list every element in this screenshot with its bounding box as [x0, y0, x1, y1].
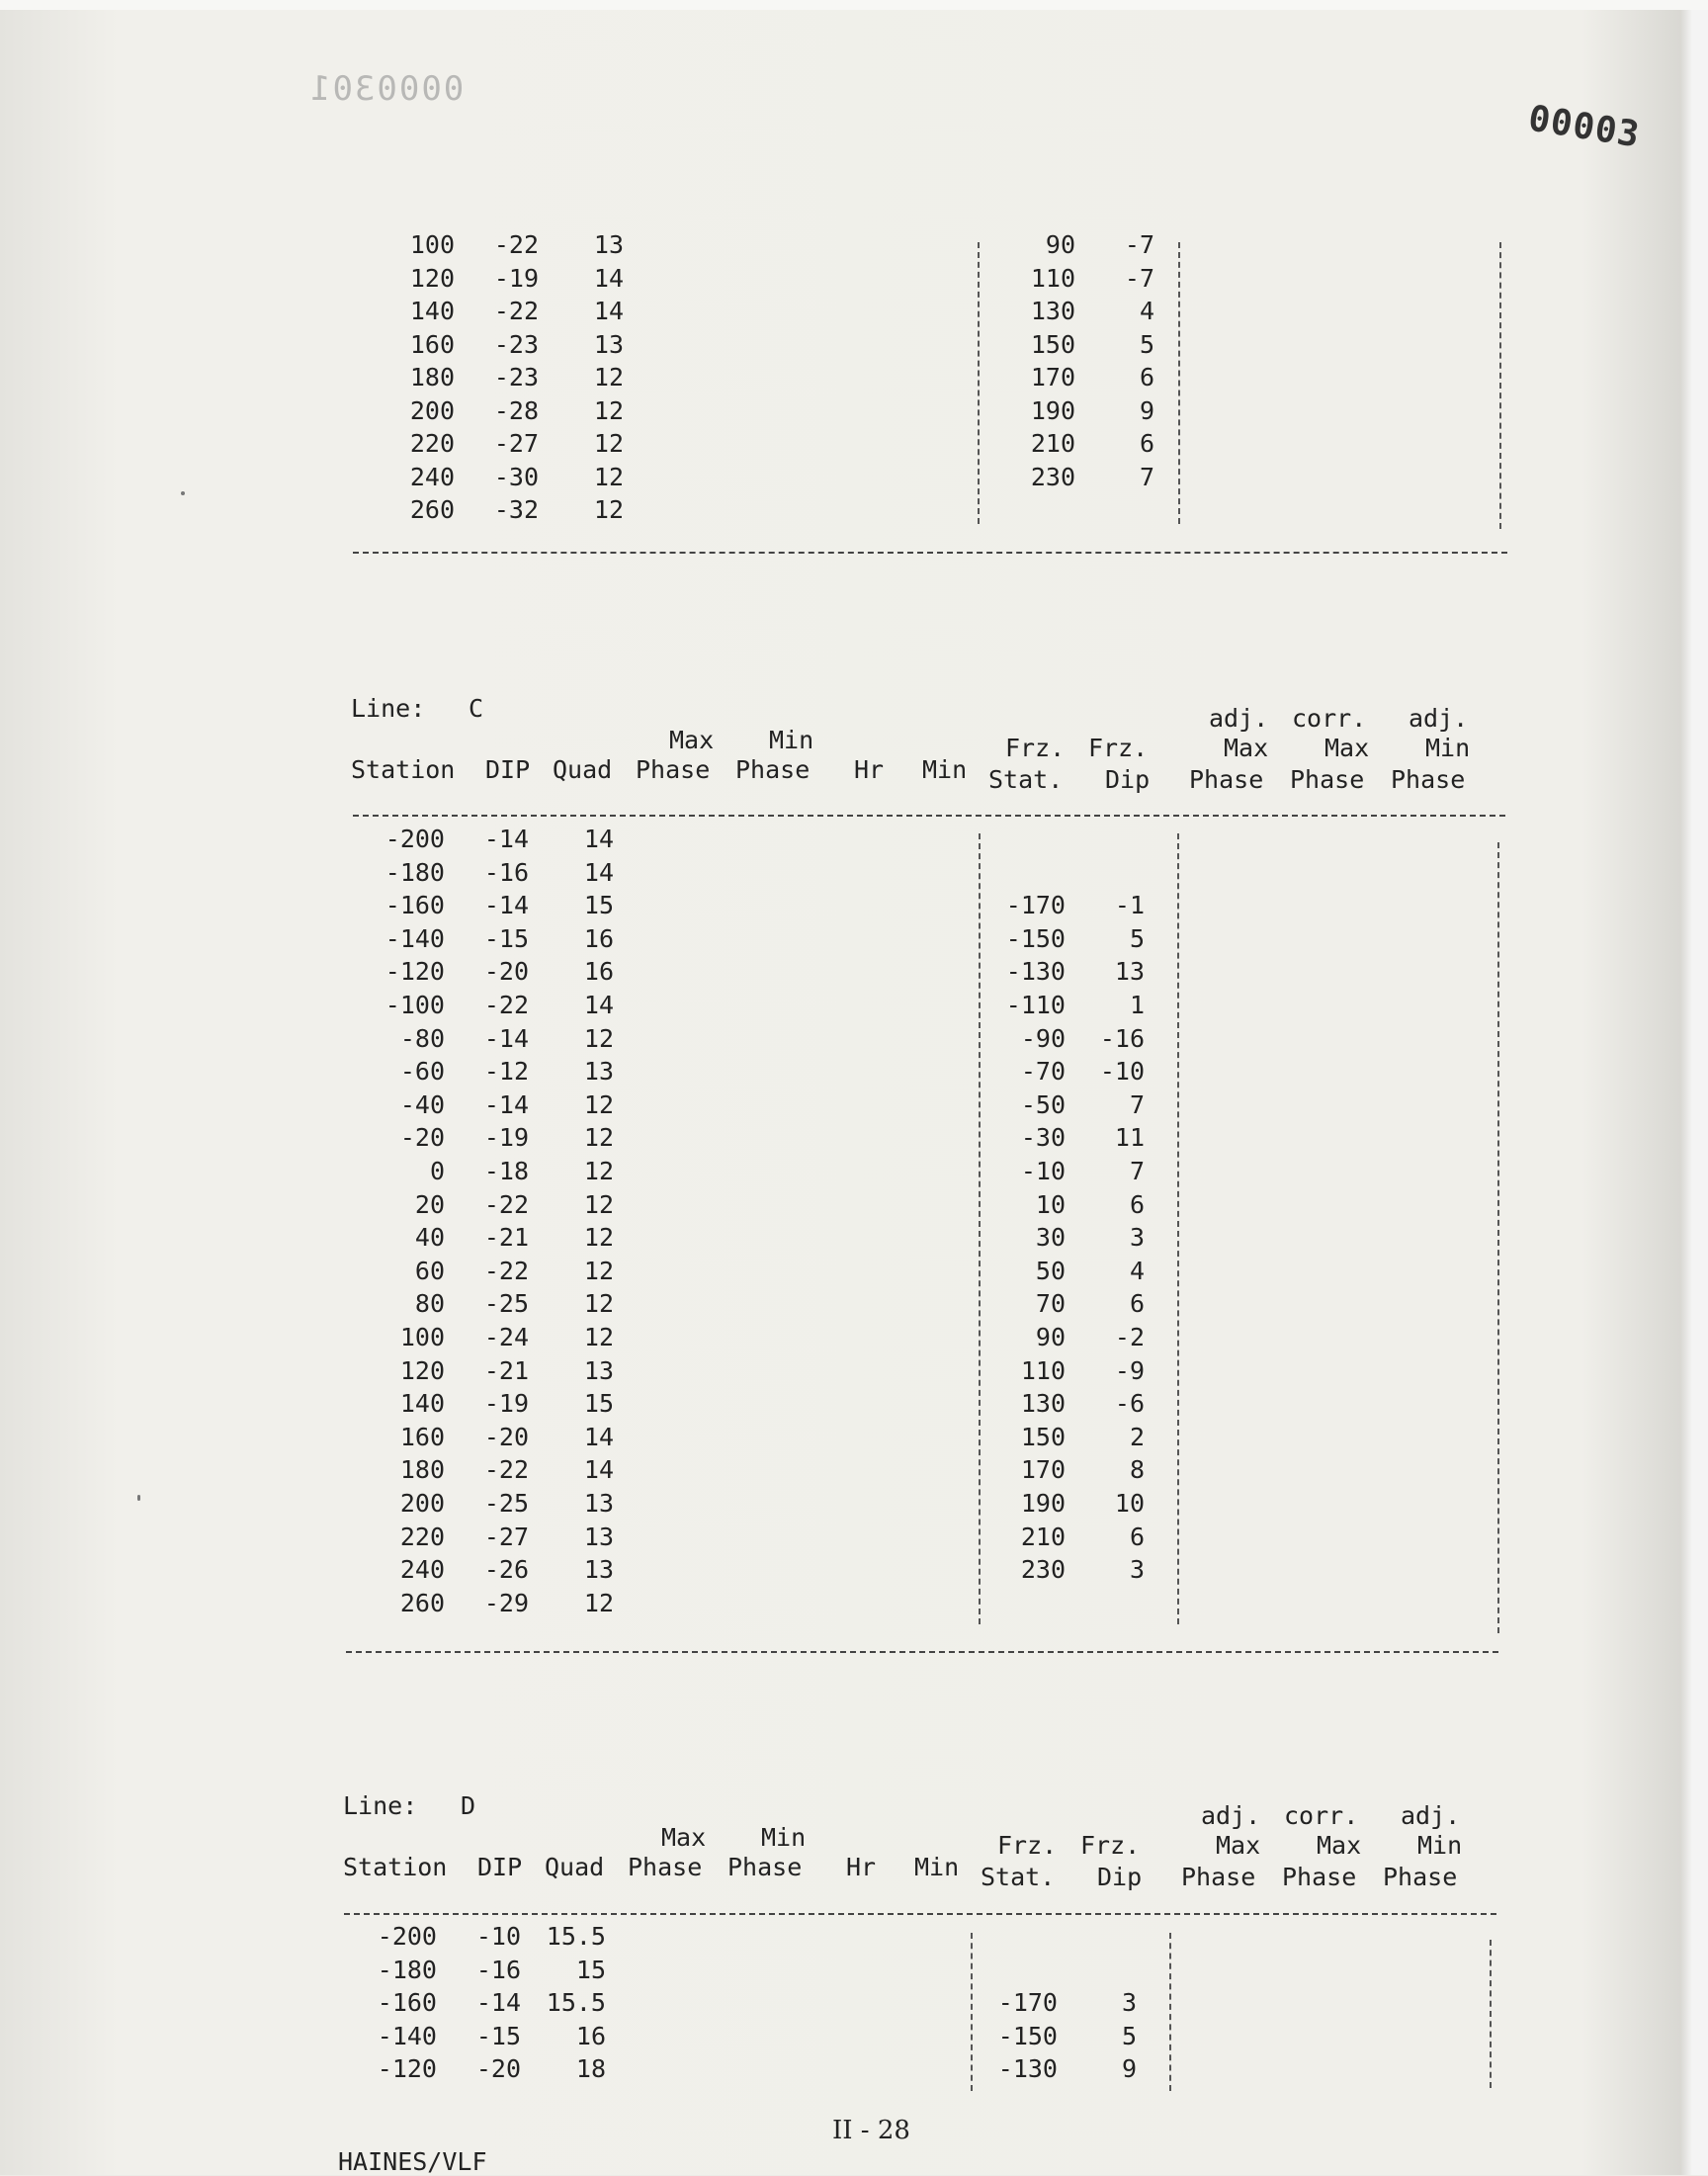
- document-name: HAINES/VLF: [338, 2147, 487, 2176]
- frz-dip-cell: 7: [1139, 462, 1154, 491]
- frz-station-cell: 50: [1035, 1256, 1066, 1285]
- min-header: Min: [914, 1853, 960, 1881]
- station-cell: 60: [414, 1256, 445, 1285]
- column-separator: [1178, 242, 1180, 524]
- column-separator: [1490, 1940, 1492, 2088]
- phase-header: Phase: [1383, 1863, 1458, 1891]
- stat-header: Stat.: [988, 765, 1064, 794]
- dip-cell: -22: [493, 297, 539, 325]
- max-label: Max: [661, 1823, 707, 1852]
- frz-station-cell: -170: [1005, 891, 1066, 920]
- dip-cell: -19: [483, 1389, 529, 1419]
- station-cell: 20: [414, 1189, 445, 1219]
- min-label: Min: [769, 726, 814, 754]
- frz-dip-cell: 10: [1114, 1489, 1145, 1518]
- dip-cell: -23: [493, 329, 539, 359]
- quad-cell: 13: [583, 1555, 614, 1585]
- frz-station-cell: -90: [1020, 1023, 1066, 1053]
- page-stamp-number: 00003: [1525, 98, 1643, 156]
- scan-speck: [181, 491, 185, 495]
- frz-label: Frz.: [1088, 734, 1149, 762]
- frz-station-cell: -50: [1020, 1089, 1066, 1119]
- station-cell: 140: [399, 1389, 445, 1419]
- max-label: Max: [1317, 1831, 1362, 1860]
- quad-cell: 15.5: [546, 1922, 606, 1951]
- frz-dip-cell: 6: [1129, 1189, 1145, 1219]
- dip-cell: -22: [483, 1256, 529, 1285]
- quad-cell: 13: [593, 230, 624, 259]
- frz-dip-cell: 5: [1139, 329, 1154, 359]
- frz-dip-cell: -16: [1099, 1023, 1145, 1053]
- frz-dip-cell: -6: [1114, 1389, 1145, 1419]
- quad-cell: 12: [593, 495, 624, 524]
- corr-label: corr.: [1284, 1801, 1359, 1830]
- station-cell: -160: [377, 1988, 437, 2017]
- column-separator: [978, 242, 980, 524]
- frz-station-cell: 170: [1020, 1455, 1066, 1485]
- phase-header: Phase: [727, 1853, 803, 1881]
- scan-edge: [0, 0, 1708, 10]
- quad-cell: 15: [583, 1389, 614, 1419]
- station-cell: 80: [414, 1289, 445, 1319]
- column-separator: [1499, 242, 1501, 529]
- station-cell: 260: [399, 1588, 445, 1617]
- column-separator: [979, 833, 981, 1624]
- frz-dip-cell: -2: [1114, 1323, 1145, 1351]
- station-cell: 140: [409, 297, 455, 325]
- min-label: Min: [1417, 1831, 1463, 1860]
- frz-dip-cell: 6: [1129, 1289, 1145, 1319]
- column-separator: [1497, 842, 1499, 1633]
- dashed-rule: [344, 1913, 1496, 1915]
- dashed-rule: [346, 1651, 1498, 1653]
- frz-dip-cell: -7: [1124, 230, 1154, 259]
- dip-cell: -22: [493, 230, 539, 259]
- dip-cell: -14: [483, 891, 529, 920]
- dip-cell: -22: [483, 1189, 529, 1219]
- station-cell: 180: [399, 1455, 445, 1485]
- quad-cell: 13: [583, 1522, 614, 1551]
- station-cell: -180: [384, 857, 445, 887]
- phase-header: Phase: [1391, 765, 1466, 794]
- station-cell: -160: [384, 891, 445, 920]
- quad-cell: 13: [583, 1355, 614, 1385]
- adj-label: adj.: [1201, 1801, 1261, 1830]
- quad-cell: 12: [593, 395, 624, 425]
- frz-dip-cell: 11: [1114, 1123, 1145, 1153]
- hr-header: Hr: [854, 755, 885, 784]
- frz-station-cell: -150: [997, 2021, 1058, 2050]
- line-label: Line:: [351, 694, 426, 723]
- dashed-rule: [353, 552, 1507, 554]
- station-cell: 120: [409, 263, 455, 293]
- station-cell: 260: [409, 495, 455, 524]
- frz-station-cell: -130: [1005, 957, 1066, 987]
- quad-cell: 14: [583, 1422, 614, 1451]
- dip-cell: -14: [483, 1023, 529, 1053]
- station-cell: -120: [377, 2054, 437, 2083]
- frz-dip-cell: 4: [1129, 1256, 1145, 1285]
- station-cell: 220: [399, 1522, 445, 1551]
- frz-dip-cell: 4: [1139, 297, 1154, 325]
- phase-header: Phase: [628, 1853, 703, 1881]
- quad-cell: 14: [583, 991, 614, 1019]
- quad-cell: 18: [575, 2054, 606, 2083]
- frz-station-cell: 130: [1030, 297, 1075, 325]
- dip-cell: -22: [483, 1455, 529, 1485]
- quad-cell: 12: [583, 1223, 614, 1253]
- dip-cell: -23: [493, 363, 539, 392]
- dip-cell: -22: [483, 991, 529, 1019]
- frz-station-cell: 190: [1020, 1489, 1066, 1518]
- frz-station-cell: 230: [1030, 462, 1075, 491]
- dashed-rule: [353, 815, 1505, 817]
- station-cell: 160: [409, 329, 455, 359]
- dip-cell: -16: [483, 857, 529, 887]
- station-cell: 220: [409, 429, 455, 458]
- quad-cell: 16: [583, 957, 614, 987]
- quad-cell: 12: [583, 1189, 614, 1219]
- quad-cell: 12: [583, 1157, 614, 1185]
- frz-dip-cell: 9: [1139, 395, 1154, 425]
- quad-header: Quad: [545, 1853, 605, 1881]
- dip-cell: -28: [493, 395, 539, 425]
- frz-dip-cell: -7: [1124, 263, 1154, 293]
- min-label: Min: [761, 1823, 807, 1852]
- station-cell: -140: [377, 2021, 437, 2050]
- mirrored-stamp: 0000301: [308, 69, 465, 109]
- frz-station-cell: 110: [1020, 1355, 1066, 1385]
- column-separator: [971, 1933, 973, 2091]
- frz-dip-cell: -9: [1114, 1355, 1145, 1385]
- station-cell: 120: [399, 1355, 445, 1385]
- dip-cell: -15: [475, 2021, 521, 2050]
- frz-station-cell: 230: [1020, 1555, 1066, 1585]
- frz-dip-cell: 9: [1121, 2054, 1137, 2083]
- frz-dip-cell: 6: [1139, 429, 1154, 458]
- quad-cell: 12: [593, 363, 624, 392]
- dip-cell: -25: [483, 1289, 529, 1319]
- scan-speck: [137, 1495, 140, 1501]
- frz-dip-cell: 6: [1129, 1522, 1145, 1551]
- frz-station-cell: -10: [1020, 1157, 1066, 1185]
- frz-dip-cell: 8: [1129, 1455, 1145, 1485]
- frz-dip-cell: 13: [1114, 957, 1145, 987]
- dip-cell: -21: [483, 1223, 529, 1253]
- frz-dip-cell: 5: [1121, 2021, 1137, 2050]
- phase-header: Phase: [1189, 765, 1264, 794]
- frz-dip-cell: 3: [1129, 1223, 1145, 1253]
- line-label: Line:: [343, 1791, 418, 1820]
- quad-cell: 14: [583, 825, 614, 853]
- adj-label: adj.: [1209, 704, 1269, 733]
- dip-cell: -19: [493, 263, 539, 293]
- quad-cell: 14: [593, 297, 624, 325]
- dip-cell: -21: [483, 1355, 529, 1385]
- dip-header: Dip: [1105, 765, 1151, 794]
- quad-cell: 12: [583, 1289, 614, 1319]
- dip-header: DIP: [477, 1853, 523, 1881]
- frz-station-cell: 130: [1020, 1389, 1066, 1419]
- station-cell: -180: [377, 1955, 437, 1984]
- stat-header: Stat.: [981, 1863, 1056, 1891]
- frz-dip-cell: 2: [1129, 1422, 1145, 1451]
- quad-cell: 12: [583, 1588, 614, 1617]
- adj-label: adj.: [1409, 704, 1469, 733]
- station-cell: -100: [384, 991, 445, 1019]
- frz-station-cell: -130: [997, 2054, 1058, 2083]
- hr-header: Hr: [846, 1853, 877, 1881]
- dip-header: Dip: [1097, 1863, 1143, 1891]
- phase-header: Phase: [1282, 1863, 1357, 1891]
- station-header: Station: [351, 755, 456, 784]
- quad-cell: 13: [583, 1057, 614, 1087]
- station-cell: -140: [384, 923, 445, 953]
- dip-cell: -16: [475, 1955, 521, 1984]
- dip-cell: -14: [483, 1089, 529, 1119]
- quad-cell: 15.5: [546, 1988, 606, 2017]
- station-cell: 240: [409, 462, 455, 491]
- dip-cell: -15: [483, 923, 529, 953]
- min-header: Min: [922, 755, 968, 784]
- dip-cell: -27: [483, 1522, 529, 1551]
- quad-cell: 12: [583, 1323, 614, 1351]
- phase-header: Phase: [1290, 765, 1365, 794]
- max-label: Max: [669, 726, 715, 754]
- dip-cell: -14: [483, 825, 529, 853]
- adj-label: adj.: [1401, 1801, 1461, 1830]
- frz-station-cell: 150: [1030, 329, 1075, 359]
- station-cell: -20: [399, 1123, 445, 1153]
- quad-cell: 16: [583, 923, 614, 953]
- quad-cell: 12: [583, 1089, 614, 1119]
- frz-dip-cell: 1: [1129, 991, 1145, 1019]
- dip-cell: -14: [475, 1988, 521, 2017]
- quad-cell: 12: [583, 1256, 614, 1285]
- dip-cell: -32: [493, 495, 539, 524]
- frz-label: Frz.: [1005, 734, 1066, 762]
- frz-station-cell: 190: [1030, 395, 1075, 425]
- station-cell: -40: [399, 1089, 445, 1119]
- quad-cell: 13: [583, 1489, 614, 1518]
- station-cell: -120: [384, 957, 445, 987]
- frz-label: Frz.: [997, 1831, 1058, 1860]
- frz-station-cell: 210: [1020, 1522, 1066, 1551]
- frz-station-cell: 70: [1035, 1289, 1066, 1319]
- max-label: Max: [1216, 1831, 1261, 1860]
- station-cell: 40: [414, 1223, 445, 1253]
- column-separator: [1169, 1933, 1171, 2091]
- frz-dip-cell: -1: [1114, 891, 1145, 920]
- dip-header: DIP: [485, 755, 531, 784]
- station-cell: -80: [399, 1023, 445, 1053]
- quad-cell: 12: [583, 1023, 614, 1053]
- quad-cell: 12: [583, 1123, 614, 1153]
- station-cell: 100: [409, 230, 455, 259]
- dip-cell: -27: [493, 429, 539, 458]
- frz-dip-cell: 3: [1121, 1988, 1137, 2017]
- quad-cell: 14: [583, 1455, 614, 1485]
- station-cell: -60: [399, 1057, 445, 1087]
- line-id: C: [469, 694, 484, 723]
- phase-header: Phase: [636, 755, 711, 784]
- frz-dip-cell: 3: [1129, 1555, 1145, 1585]
- frz-dip-cell: 7: [1129, 1157, 1145, 1185]
- max-label: Max: [1224, 734, 1269, 762]
- dip-cell: -20: [475, 2054, 521, 2083]
- quad-cell: 16: [575, 2021, 606, 2050]
- frz-station-cell: -70: [1020, 1057, 1066, 1087]
- station-header: Station: [343, 1853, 448, 1881]
- quad-cell: 12: [593, 462, 624, 491]
- station-cell: 100: [399, 1323, 445, 1351]
- quad-cell: 12: [593, 429, 624, 458]
- dip-cell: -12: [483, 1057, 529, 1087]
- frz-station-cell: 10: [1035, 1189, 1066, 1219]
- phase-header: Phase: [735, 755, 811, 784]
- frz-dip-cell: 6: [1139, 363, 1154, 392]
- dip-cell: -29: [483, 1588, 529, 1617]
- station-cell: 200: [399, 1489, 445, 1518]
- frz-station-cell: -30: [1020, 1123, 1066, 1153]
- dip-cell: -18: [483, 1157, 529, 1185]
- station-cell: -200: [384, 825, 445, 853]
- frz-station-cell: -110: [1005, 991, 1066, 1019]
- dip-cell: -19: [483, 1123, 529, 1153]
- line-id: D: [461, 1791, 476, 1820]
- station-cell: -200: [377, 1922, 437, 1951]
- frz-station-cell: -170: [997, 1988, 1058, 2017]
- frz-station-cell: 170: [1030, 363, 1075, 392]
- station-cell: 240: [399, 1555, 445, 1585]
- dip-cell: -20: [483, 1422, 529, 1451]
- dip-cell: -30: [493, 462, 539, 491]
- station-cell: 0: [429, 1157, 445, 1185]
- corr-label: corr.: [1292, 704, 1367, 733]
- frz-dip-cell: 7: [1129, 1089, 1145, 1119]
- dip-cell: -20: [483, 957, 529, 987]
- quad-cell: 14: [583, 857, 614, 887]
- frz-station-cell: 150: [1020, 1422, 1066, 1451]
- dip-cell: -25: [483, 1489, 529, 1518]
- frz-station-cell: 210: [1030, 429, 1075, 458]
- dip-cell: -24: [483, 1323, 529, 1351]
- frz-dip-cell: 5: [1129, 923, 1145, 953]
- station-cell: 200: [409, 395, 455, 425]
- station-cell: 180: [409, 363, 455, 392]
- quad-cell: 13: [593, 329, 624, 359]
- phase-header: Phase: [1181, 1863, 1256, 1891]
- frz-station-cell: 90: [1045, 230, 1075, 259]
- min-label: Min: [1425, 734, 1471, 762]
- frz-station-cell: 110: [1030, 263, 1075, 293]
- frz-label: Frz.: [1080, 1831, 1141, 1860]
- page-number: II - 28: [832, 2116, 910, 2145]
- quad-cell: 15: [583, 891, 614, 920]
- frz-dip-cell: -10: [1099, 1057, 1145, 1087]
- frz-station-cell: -150: [1005, 923, 1066, 953]
- quad-cell: 15: [575, 1955, 606, 1984]
- dip-cell: -26: [483, 1555, 529, 1585]
- max-label: Max: [1324, 734, 1370, 762]
- frz-station-cell: 30: [1035, 1223, 1066, 1253]
- frz-station-cell: 90: [1035, 1323, 1066, 1351]
- station-cell: 160: [399, 1422, 445, 1451]
- dip-cell: -10: [475, 1922, 521, 1951]
- quad-header: Quad: [553, 755, 613, 784]
- quad-cell: 14: [593, 263, 624, 293]
- column-separator: [1177, 833, 1179, 1624]
